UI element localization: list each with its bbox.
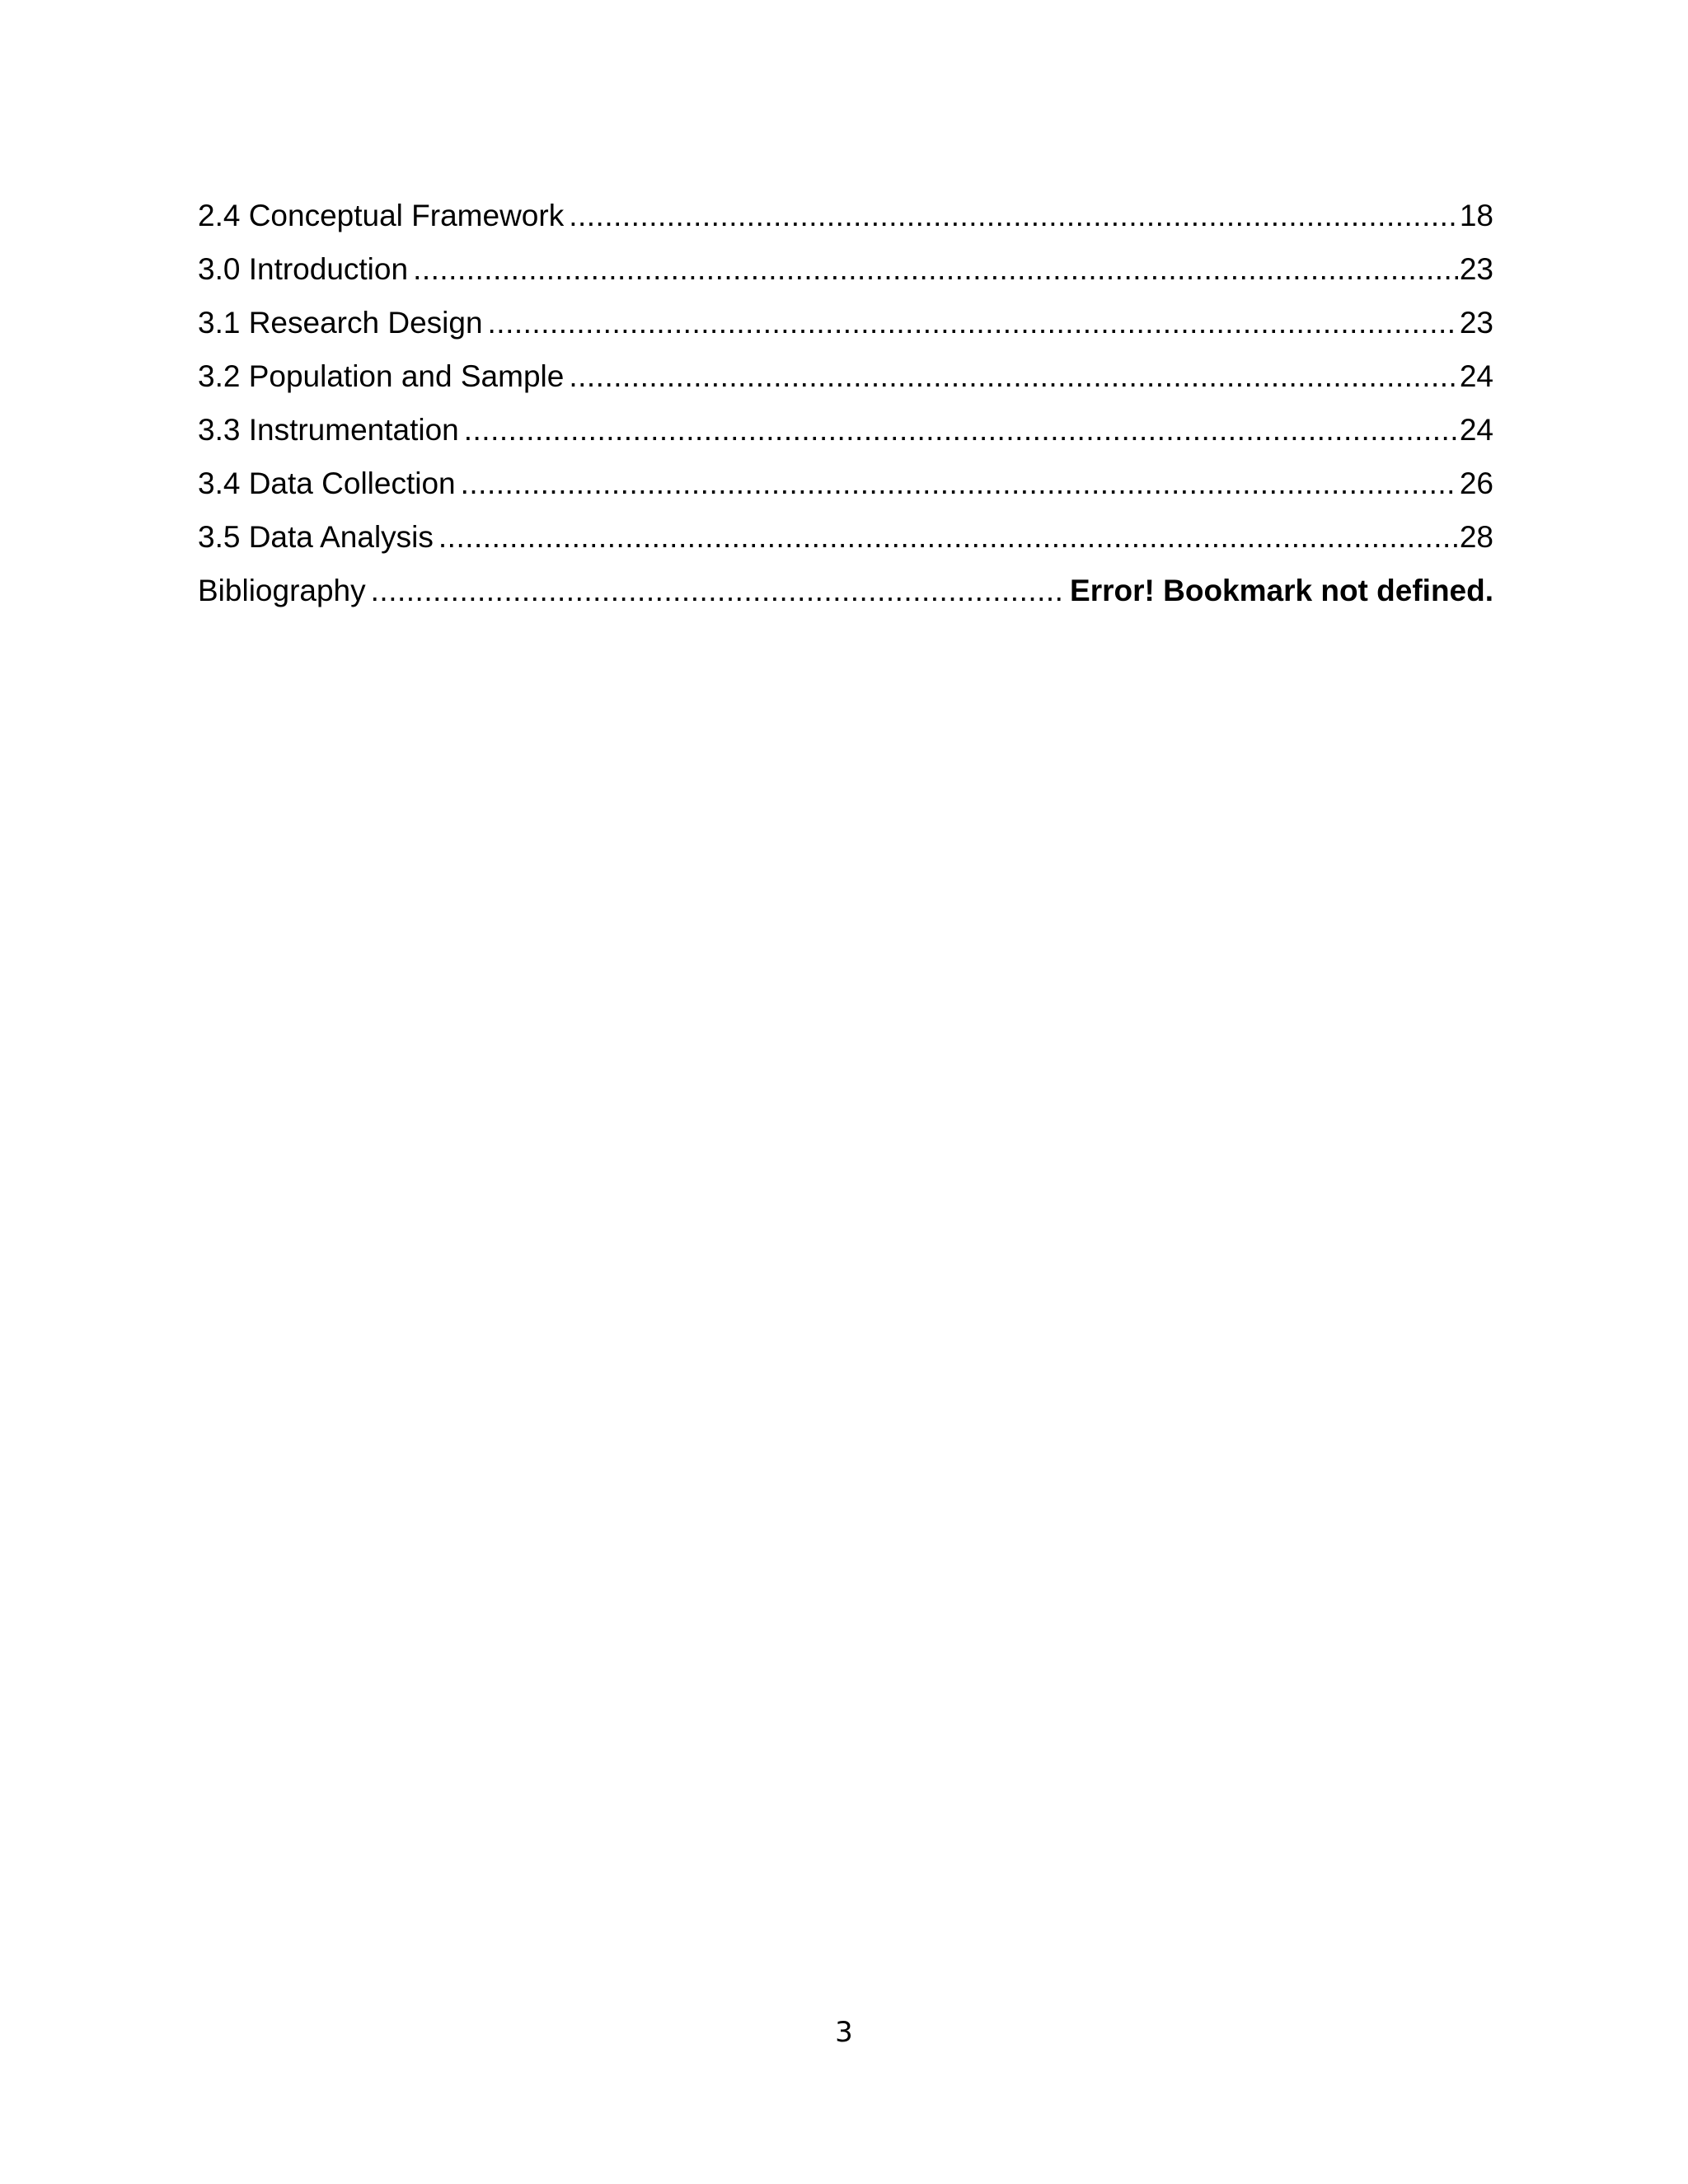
toc-entry-research-design[interactable] — [198, 304, 1493, 358]
toc-entry-page: 26 — [1459, 466, 1493, 500]
toc-entry-page: 24 — [1459, 359, 1493, 393]
toc-entry-page-error: Error! Bookmark not defined. — [1070, 574, 1493, 607]
toc-entry-page: 28 — [1459, 520, 1493, 554]
toc-dot-leader — [569, 358, 1458, 396]
toc-dot-leader — [569, 197, 1458, 235]
toc-entry-bibliography[interactable] — [198, 572, 1493, 626]
toc-entry-instrumentation[interactable] — [198, 411, 1493, 465]
toc-entry-title: Bibliography — [198, 574, 366, 607]
toc-entry-title: 3.5 Data Analysis — [198, 520, 434, 554]
toc-entry-title: 3.3 Instrumentation — [198, 413, 459, 447]
toc-entry-data-collection[interactable] — [198, 465, 1493, 518]
toc-entry-data-analysis[interactable] — [198, 518, 1493, 572]
toc-dot-leader — [413, 251, 1458, 288]
toc-entry-title: 3.0 Introduction — [198, 252, 409, 286]
toc-dot-leader — [464, 411, 1458, 449]
toc-entry-population-and-sample[interactable] — [198, 358, 1493, 411]
toc-dot-leader — [371, 572, 1062, 610]
toc-entry-page: 18 — [1459, 199, 1493, 232]
page-number: 3 — [835, 2016, 853, 2049]
toc-dot-leader — [488, 304, 1458, 342]
toc-entry-title: 3.1 Research Design — [198, 306, 483, 340]
toc-entry-title: 3.4 Data Collection — [198, 466, 456, 500]
table-of-contents — [198, 197, 1493, 626]
toc-entry-conceptual-framework[interactable] — [198, 197, 1493, 251]
toc-dot-leader — [438, 518, 1458, 556]
toc-dot-leader — [461, 465, 1458, 503]
toc-entry-page: 23 — [1459, 306, 1493, 340]
toc-entry-title: 3.2 Population and Sample — [198, 359, 565, 393]
toc-entry-page: 23 — [1459, 252, 1493, 286]
toc-entry-title: 2.4 Conceptual Framework — [198, 199, 565, 232]
toc-entry-page: 24 — [1459, 413, 1493, 447]
toc-entry-introduction[interactable] — [198, 251, 1493, 304]
